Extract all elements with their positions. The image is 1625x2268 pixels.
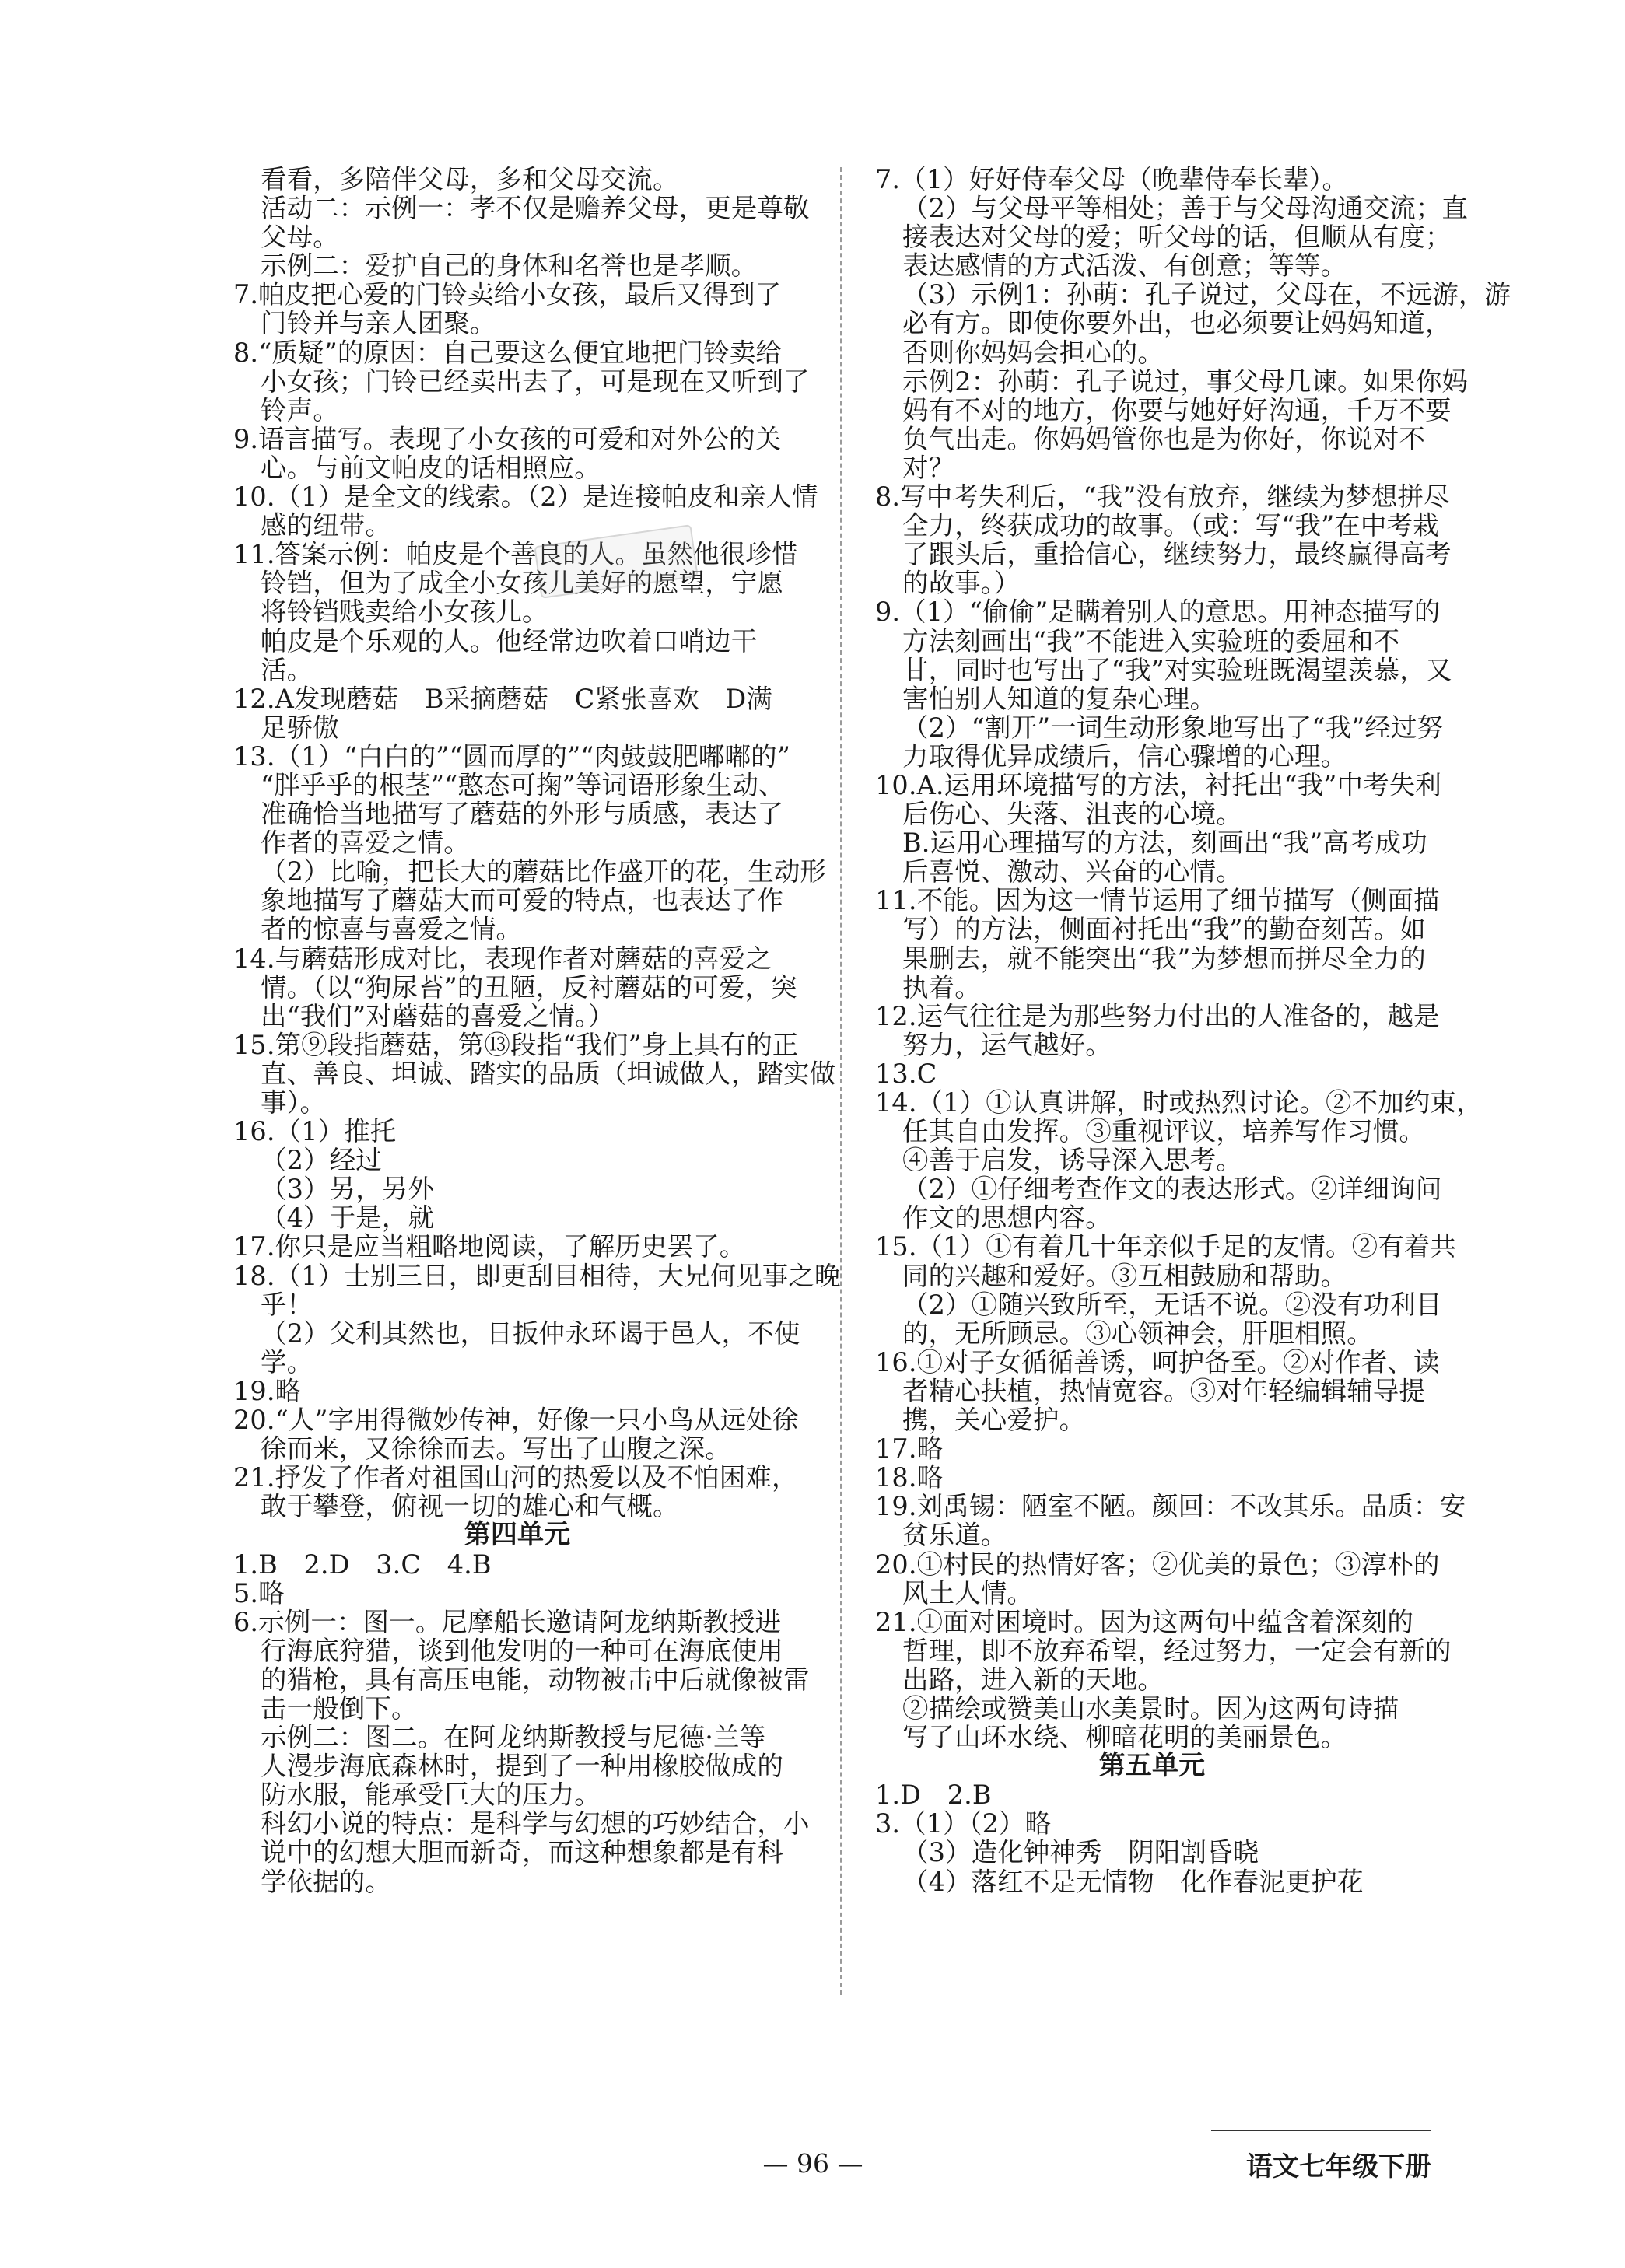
answer-line: 同的兴趣和爱好。③互相鼓励和帮助。 xyxy=(902,1260,1347,1291)
answer-line: 心。与前文帕皮的话相照应。 xyxy=(261,452,601,483)
answer-line: 小女孩；门铃已经卖出去了，可是现在又听到了 xyxy=(261,366,810,397)
answer-line: 害怕别人知道的复杂心理。 xyxy=(902,683,1217,714)
answer-line: 行海底狩猎，谈到他发明的一种可在海底使用 xyxy=(261,1635,783,1666)
answer-line: （2）经过 xyxy=(261,1145,382,1176)
answer-line: （2）①仔细考查作文的表达形式。②详细询问 xyxy=(902,1174,1442,1205)
answer-line: 21.抒发了作者对祖国山河的热爱以及不怕困难， xyxy=(233,1462,798,1493)
answer-line: 14.（1）①认真讲解，时或热烈讨论。②不加约束， xyxy=(875,1087,1483,1118)
answer-line: 帕皮是个乐观的人。他经常边吹着口哨边干 xyxy=(261,625,758,656)
answer-line: 8.写中考失利后，“我”没有放弃，继续为梦想拼尽 xyxy=(875,481,1450,513)
answer-line: 情。（以“狗尿苔”的丑陋，反衬蘑菇的可爱，突 xyxy=(261,971,797,1003)
answer-line: 14.与蘑菇形成对比，表现作者对蘑菇的喜爱之 xyxy=(233,943,772,974)
answer-line: 示例二：图二。在阿龙纳斯教授与尼德·兰等 xyxy=(261,1722,766,1753)
answer-line: 将铃铛贱卖给小女孩儿。 xyxy=(261,597,548,628)
answer-line: 16.①对子女循循善诱，呵护备至。②对作者、读 xyxy=(875,1346,1440,1377)
answer-line: 10.（1）是全文的线索。（2）是连接帕皮和亲人情 xyxy=(233,481,818,513)
answer-line: 示例2：孙萌：孔子说过，事父母几谏。如果你妈 xyxy=(902,366,1469,397)
answer-line: 后喜悦、激动、兴奋的心情。 xyxy=(902,856,1242,887)
answer-line: 6.示例一：图一。尼摩船长邀请阿龙纳斯教授进 xyxy=(233,1606,782,1637)
answer-line: 哲理，即不放弃希望，经过努力，一定会有新的 xyxy=(902,1635,1452,1666)
answer-line: 看看，多陪伴父母，多和父母交流。 xyxy=(261,164,679,194)
answer-line: 11.不能。因为这一情节运用了细节描写（侧面描 xyxy=(875,885,1440,916)
answer-line: 负气出走。你妈妈管你也是为你好，你说对不 xyxy=(902,423,1425,454)
answer-line: 后伤心、失落、沮丧的心境。 xyxy=(902,799,1242,830)
answer-line: 18.略 xyxy=(875,1462,944,1493)
answer-line: 5.略 xyxy=(233,1577,285,1608)
answer-line: 敢于攀登，俯视一切的雄心和气概。 xyxy=(261,1491,679,1522)
answer-line: B.运用心理描写的方法，刻画出“我”高考成功 xyxy=(902,828,1427,859)
answer-line: 必有方。即使你要外出，也必须要让妈妈知道， xyxy=(902,308,1452,339)
answer-line: 写）的方法，侧面衬托出“我”的勤奋刻苦。如 xyxy=(902,914,1426,945)
answer-line: 果删去，就不能突出“我”为梦想而拼尽全力的 xyxy=(902,943,1426,974)
answer-line: 12.运气往往是为那些努力付出的人准备的，越是 xyxy=(875,1000,1440,1031)
answer-line: 7.帕皮把心爱的门铃卖给小女孩，最后又得到了 xyxy=(233,279,782,310)
answer-line: 10.A.运用环境描写的方法，衬托出“我”中考失利 xyxy=(875,769,1441,800)
section-heading: 第四单元 xyxy=(464,1519,571,1551)
answer-line: （4）落红不是无情物 化作春泥更护花 xyxy=(902,1866,1364,1897)
answer-line: 13.（1）“白白的”“圆而厚的”“肉鼓鼓肥嘟嘟的” xyxy=(233,740,790,772)
column-divider xyxy=(840,167,842,1995)
answer-line: 直、善良、坦诚、踏实的品质（坦诚做人，踏实做 xyxy=(261,1058,836,1089)
answer-line: 父母。 xyxy=(261,222,339,253)
answer-line: 乎！ xyxy=(261,1289,313,1320)
answer-line: 人漫步海底森林时，提到了一种用橡胶做成的 xyxy=(261,1751,783,1782)
answer-line: 示例二：爱护自己的身体和名誉也是孝顺。 xyxy=(261,250,758,282)
answer-line: 9.（1）“偷偷”是瞒着别人的意思。用神态描写的 xyxy=(875,597,1441,628)
answer-line: （3）另，另外 xyxy=(261,1174,435,1205)
answer-line: 说中的幻想大胆而新奇，而这种想象都是有科 xyxy=(261,1837,783,1868)
answer-line: （2）父利其然也，日扳仲永环谒于邑人，不使 xyxy=(261,1318,800,1349)
answer-line: 活动二：示例一：孝不仅是赡养父母，更是尊敬 xyxy=(261,193,810,224)
answer-line: 感的纽带。 xyxy=(261,510,391,541)
answer-line: 铃声。 xyxy=(261,394,339,425)
answer-line: 否则你妈妈会担心的。 xyxy=(902,337,1164,368)
answer-line: 击一般倒下。 xyxy=(261,1692,418,1724)
answer-line: 19.略 xyxy=(233,1375,302,1406)
answer-line: 15.第⑨段指蘑菇，第⑬段指“我们”身上具有的正 xyxy=(233,1029,799,1060)
answer-line: 的，无所顾忌。③心领神会，肝胆相照。 xyxy=(902,1318,1373,1349)
answer-line: 甘，同时也写出了“我”对实验班既渴望羡慕，又 xyxy=(902,654,1452,685)
answer-line: 16.（1）推托 xyxy=(233,1116,397,1147)
answer-line: 11.答案示例：帕皮是个善良的人。虽然他很珍惜 xyxy=(233,539,798,570)
answer-line: 执着。 xyxy=(902,971,981,1003)
answer-line: 7.（1）好好侍奉父母（晚辈侍奉长辈）。 xyxy=(875,164,1349,194)
answer-line: 学依据的。 xyxy=(261,1866,391,1897)
answer-line: 者的惊喜与喜爱之情。 xyxy=(261,914,522,945)
answer-line: 18.（1）士别三日，即更刮目相待，大兄何见事之晚 xyxy=(233,1260,841,1291)
answer-line: （4）于是，就 xyxy=(261,1202,435,1234)
answer-line: 学。 xyxy=(261,1346,313,1377)
answer-line: 15.（1）①有着几十年亲似手足的友情。②有着共 xyxy=(875,1231,1456,1262)
answer-line: 事）。 xyxy=(261,1087,327,1118)
answer-line: “胖乎乎的根茎”“憨态可掬”等词语形象生动、 xyxy=(261,769,785,800)
answer-line: ④善于启发，诱导深入思考。 xyxy=(902,1145,1242,1176)
answer-line: 13.C xyxy=(875,1058,937,1089)
answer-line: （2）比喻，把长大的蘑菇比作盛开的花，生动形 xyxy=(261,856,827,887)
answer-line: 者精心扶植，热情宽容。③对年轻编辑辅导提 xyxy=(902,1375,1425,1406)
answer-line: （2）①随兴致所至，无话不说。②没有功利目 xyxy=(902,1289,1442,1320)
answer-line: 任其自由发挥。③重视评议，培养写作习惯。 xyxy=(902,1116,1425,1147)
section-heading: 第五单元 xyxy=(1098,1750,1206,1782)
answer-line: （3）造化钟神秀 阴阳割昏晓 xyxy=(902,1837,1259,1868)
answer-line: 20.①村民的热情好客；②优美的景色；③淳朴的 xyxy=(875,1549,1440,1580)
answer-line: 1.B 2.D 3.C 4.B xyxy=(233,1549,492,1580)
answer-line: 17.略 xyxy=(875,1433,944,1465)
book-title: 语文七年级下册 xyxy=(1246,2151,1431,2182)
answer-line: 20.“人”字用得微妙传神，好像一只小鸟从远处徐 xyxy=(233,1405,799,1436)
answer-line: 1.D 2.B xyxy=(875,1780,992,1811)
answer-line: 对？ xyxy=(902,452,955,483)
answer-line: （3）示例1：孙萌：孔子说过，父母在，不远游，游 xyxy=(902,279,1511,310)
answer-line: 12.A发现蘑菇 B采摘蘑菇 C紧张喜欢 D满 xyxy=(233,683,772,714)
answer-line: 出路，进入新的天地。 xyxy=(902,1664,1164,1695)
answer-line: 3.（1）（2）略 xyxy=(875,1808,1052,1839)
answer-line: 8.“质疑”的原因：自己要这么便宜地把门铃卖给 xyxy=(233,337,783,368)
answer-line: 门铃并与亲人团聚。 xyxy=(261,308,496,339)
answer-line: 努力，运气越好。 xyxy=(902,1029,1112,1060)
answer-line: ②描绘或赞美山水美景时。因为这两句诗描 xyxy=(902,1692,1399,1724)
answer-line: （2）“割开”一词生动形象地写出了“我”经过努 xyxy=(902,712,1444,743)
answer-line: 19.刘禹锡：陋室不陋。颜回：不改其乐。品质：安 xyxy=(875,1491,1466,1522)
answer-line: 铃铛，但为了成全小女孩儿美好的愿望，宁愿 xyxy=(261,568,783,599)
answer-line: 准确恰当地描写了蘑菇的外形与质感，表达了 xyxy=(261,799,783,830)
answer-line: 力取得优异成绩后，信心骤增的心理。 xyxy=(902,740,1347,772)
answer-line: 的故事。） xyxy=(902,568,1021,599)
answer-line: 携，关心爱护。 xyxy=(902,1405,1086,1436)
answer-line: 活。 xyxy=(261,654,313,685)
answer-line: 作文的思想内容。 xyxy=(902,1202,1112,1234)
answer-line: 作者的喜爱之情。 xyxy=(261,828,470,859)
answer-line: 21.①面对困境时。因为这两句中蕴含着深刻的 xyxy=(875,1606,1413,1637)
answer-line: 方法刻画出“我”不能进入实验班的委屈和不 xyxy=(902,625,1400,656)
answer-line: 防水服，能承受巨大的压力。 xyxy=(261,1780,601,1811)
answer-line: 17.你只是应当粗略地阅读，了解历史罢了。 xyxy=(233,1231,746,1262)
answer-line: 9.语言描写。表现了小女孩的可爱和对外公的关 xyxy=(233,423,782,454)
answer-line: 接表达对父母的爱；听父母的话，但顺从有度； xyxy=(902,222,1452,253)
answer-line: 表达感情的方式活泼、有创意；等等。 xyxy=(902,250,1347,282)
left-column xyxy=(233,164,841,1897)
answer-line: 了跟头后，重拾信心，继续努力，最终赢得高考 xyxy=(902,539,1452,570)
answer-line: 的猎枪，具有高压电能，动物被击中后就像被雷 xyxy=(261,1664,810,1695)
footer-rule xyxy=(1211,2130,1431,2131)
answer-line: 风土人情。 xyxy=(902,1577,1033,1608)
answer-line: 足骄傲 xyxy=(261,712,339,743)
right-column xyxy=(875,164,1511,1897)
page-number: — 96 — xyxy=(762,2148,863,2179)
answer-line: 贫乐道。 xyxy=(902,1520,1007,1551)
answer-line: （2）与父母平等相处；善于与父母沟通交流；直 xyxy=(902,193,1469,224)
answer-line: 写了山环水绕、柳暗花明的美丽景色。 xyxy=(902,1722,1347,1753)
answer-line: 全力，终获成功的故事。（或：写“我”在中考栽 xyxy=(902,510,1439,541)
answer-line: 出“我们”对蘑菇的喜爱之情。） xyxy=(261,1000,615,1031)
answer-line: 象地描写了蘑菇大而可爱的特点，也表达了作 xyxy=(261,885,783,916)
answer-line: 妈有不对的地方，你要与她好好沟通，千万不要 xyxy=(902,394,1452,425)
answer-line: 科幻小说的特点：是科学与幻想的巧妙结合，小 xyxy=(261,1808,810,1839)
answer-line: 徐而来，又徐徐而去。写出了山腹之深。 xyxy=(261,1433,731,1465)
